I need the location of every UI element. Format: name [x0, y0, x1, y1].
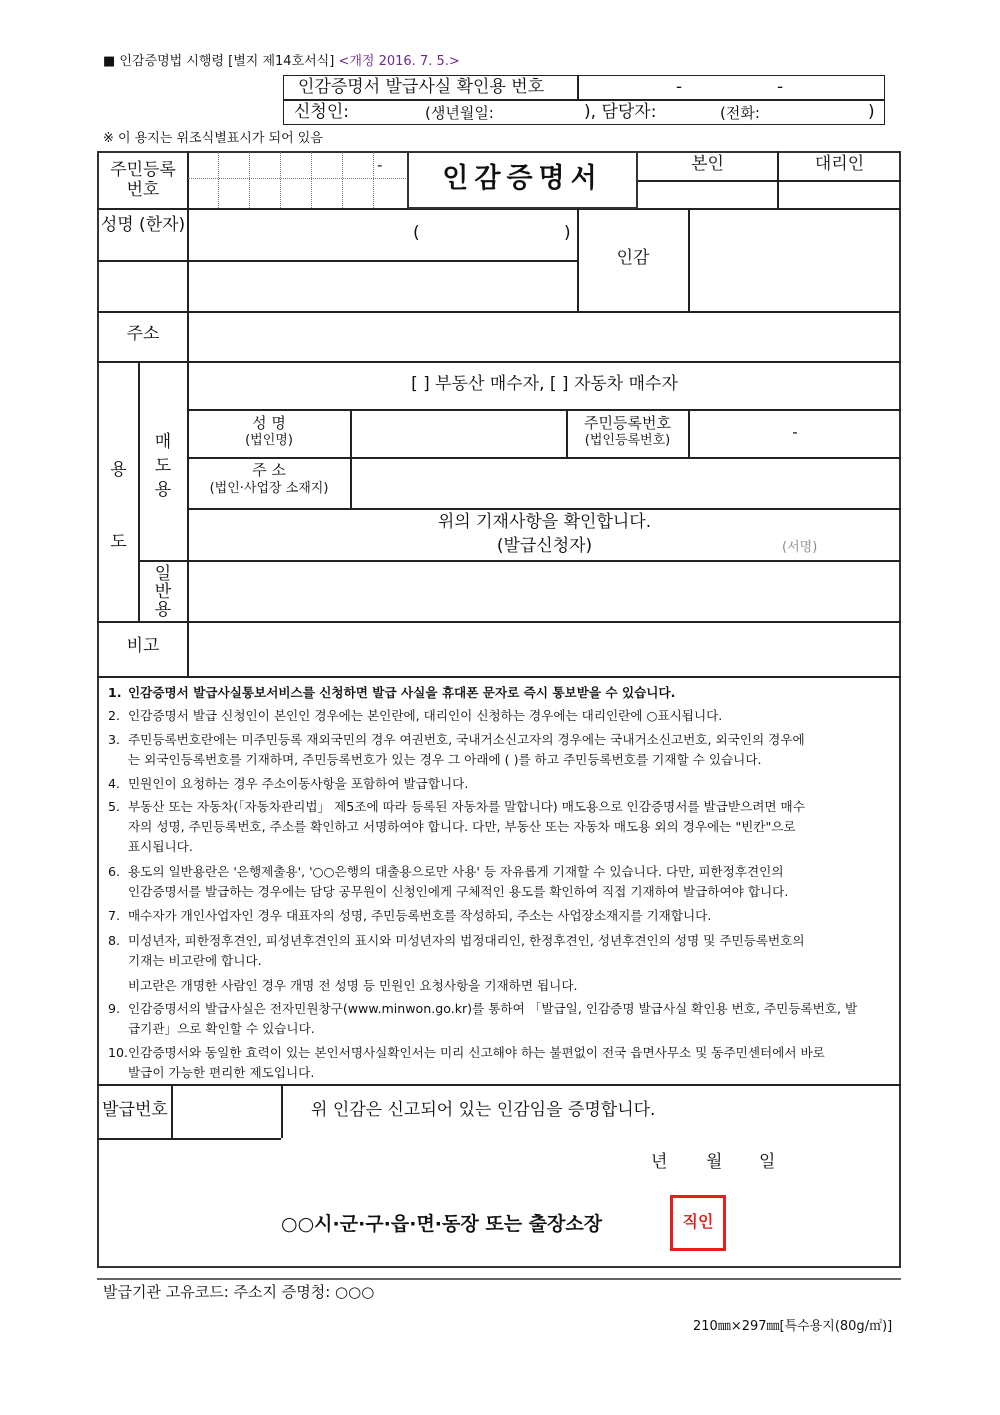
- buyer-name-sub: (법인명): [245, 433, 293, 448]
- sale-label: 매 도 용: [154, 432, 172, 500]
- certify-text: 위 인감은 신고되어 있는 인감임을 증명합니다.: [311, 1100, 656, 1120]
- note-6: 6. 용도의 일반용란은 '은행제출용', '○○은행의 대출용으로만 사용' 등 자유롭게 기재할 수 있습니다. 다만, 피한정후견인의 인감증명서를 발급하는 경우에는 담당 공무원이 신청인에게 구체적인 용도를 확인하여 직접 기재하여 발급하여야 합니다.: [108, 864, 789, 899]
- general-use-input[interactable]: [190, 562, 899, 620]
- paper-spec: 210㎜×297㎜[특수용지(80g/㎡)]: [693, 1319, 893, 1334]
- date-year: 년: [651, 1152, 668, 1172]
- note-1: 1. 인감증명서 발급사실통보서비스를 신청하면 발급 사실을 휴대폰 문자로 즉시 통보받을 수 있습니다.: [108, 685, 676, 700]
- date-month: 월: [706, 1152, 723, 1172]
- birth-label: (생년월일:: [425, 104, 494, 122]
- issuing-authority: ○○시·군·구·읍·면·동장 또는 출장소장: [281, 1213, 603, 1235]
- address-label: 주소: [126, 324, 160, 344]
- confirm-statement: 위의 기재사항을 확인합니다.: [437, 512, 652, 532]
- official-seal-stamp: [670, 1195, 726, 1251]
- applicant-signer: (발급신청자): [496, 536, 593, 556]
- official-seal-text: 직인: [682, 1212, 714, 1231]
- buyer-type-checks[interactable]: [ ] 부동산 매수자, [ ] 자동차 매수자: [411, 374, 678, 394]
- agent-label: 대리인: [814, 154, 865, 174]
- address-input-cell[interactable]: [190, 313, 899, 360]
- birth-close: ), 담당자:: [584, 102, 657, 122]
- usage-label-1: 용: [110, 460, 127, 480]
- phone-label: (전화:: [720, 104, 760, 122]
- applicant-label: 신청인:: [294, 102, 349, 122]
- date-day: 일: [759, 1152, 776, 1172]
- general-use-label: 일 반 용: [154, 564, 172, 620]
- note-7: 7. 매수자가 개인사업자인 경우 대표자의 성명, 주민등록번호를 작성하되, 주소는 사업장소재지를 기재합니다.: [108, 908, 712, 923]
- note-10: 10.인감증명서와 동일한 효력이 있는 본인서명사실확인서는 미리 신고해야 하는 불편없이 전국 읍면사무소 및 동주민센터에서 바로 발급이 가능한 편리한 제도입니다.: [108, 1045, 825, 1080]
- rrn-dash: -: [377, 156, 383, 174]
- note-2: 2. 인감증명서 발급 신청인이 본인인 경우에는 본인란에, 대리인이 신청하는 경우에는 대리인란에 ○표시됩니다.: [108, 708, 723, 723]
- name-input-cell[interactable]: [190, 210, 576, 259]
- name-paren-close: ): [564, 223, 571, 243]
- buyer-addr-label: 주 소: [252, 461, 286, 479]
- confirm-number-label: 인감증명서 발급사실 확인용 번호: [298, 77, 545, 97]
- note-3: 3. 주민등록번호란에는 미주민등록 재외국민의 경우 여권번호, 국내거소신고자의 경우에는 국내거소신고번호, 외국인의 경우에 는 외국인등록번호를 기재하며, 주민등록번호가 있는 경우 그 아래에 ( )를 하고 주민등록번호를 기재할 수 있습니다.: [108, 732, 805, 767]
- name-label: 성명 (한자): [100, 215, 186, 235]
- seal-impression-cell: [690, 210, 899, 310]
- confirm-dash-1: -: [676, 77, 683, 97]
- issue-number-label: 발급번호: [102, 1100, 168, 1120]
- revision-date: <개정 2016. 7. 5.>: [338, 54, 460, 69]
- form-title: 인감증명서: [442, 163, 603, 194]
- remarks-label: 비고: [126, 636, 160, 656]
- usage-label-2: 도: [110, 532, 127, 552]
- buyer-rrn-dash: -: [792, 423, 798, 441]
- legal-reference: ■ 인감증명법 시행령 [별지 제14호서식] <개정 2016. 7. 5.>: [103, 54, 460, 69]
- principal-check-cell[interactable]: [640, 182, 776, 208]
- buyer-name-input[interactable]: [353, 411, 565, 456]
- confirm-dash-2: -: [777, 77, 784, 97]
- remarks-input[interactable]: [190, 623, 899, 675]
- agent-check-cell[interactable]: [780, 182, 899, 208]
- principal-label: 본인: [691, 154, 724, 174]
- seal-label: 인감: [616, 248, 650, 268]
- watermark-note: ※ 이 용지는 위조식별표시가 되어 있음: [103, 131, 323, 146]
- sign-mark[interactable]: (서명): [782, 540, 818, 555]
- agency-code: 발급기관 고유코드: 주소지 증명청: ○○○: [103, 1283, 375, 1301]
- buyer-addr-input[interactable]: [353, 459, 899, 507]
- note-4: 4. 민원인이 요청하는 경우 주소이동사항을 포함하여 발급합니다.: [108, 776, 469, 791]
- note-8: 8. 미성년자, 피한정후견인, 피성년후견인의 표시와 미성년자의 법정대리인, 한정후견인, 성년후견인의 성명 및 주민등록번호의 기재는 비고란에 합니다. 비고란은 개명한 사람인 경우 개명 전 성명 등 민원인 요청사항을 기재하면 됩니다.: [108, 933, 805, 993]
- name-paren-open: (: [413, 223, 420, 243]
- nationality-input-cell[interactable]: [190, 262, 576, 310]
- phone-close: ): [868, 102, 875, 122]
- buyer-rrn-sub: (법인등록번호): [584, 433, 671, 448]
- note-9: 9. 인감증명서의 발급사실은 전자민원창구(www.minwon.go.kr)를 통하여 「발급일, 인감증명 발급사실 확인용 번호, 주민등록번호, 발 급기관」으로 확인할 수 있습니다.: [108, 1001, 858, 1036]
- buyer-name-label: 성 명: [252, 414, 286, 432]
- buyer-addr-sub: (법인·사업장 소재지): [209, 481, 329, 496]
- buyer-rrn-input[interactable]: [690, 411, 899, 456]
- note-5: 5. 부동산 또는 자동차(「자동차관리법」 제5조에 따라 등록된 자동차를 말합니다) 매도용으로 인감증명서를 발급받으려면 매수 자의 성명, 주민등록번호, 주소를 확인하고 서명하여야 합니다. 다만, 부동산 또는 자동차 매도용 외의 경우에는 "빈칸"으로 표시됩니다.: [108, 799, 805, 854]
- buyer-rrn-label: 주민등록번호: [584, 414, 671, 432]
- issue-number-input[interactable]: [174, 1086, 280, 1137]
- rrn-label: 주민등록 번호: [110, 160, 176, 200]
